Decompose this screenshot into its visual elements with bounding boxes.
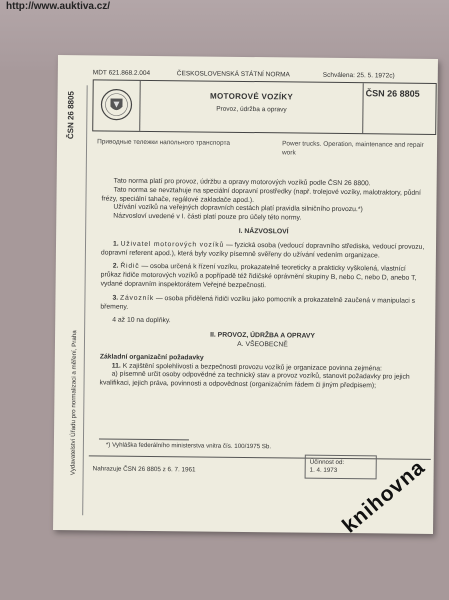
document-body xyxy=(100,177,427,391)
effective-label: Účinnost od: xyxy=(309,458,345,467)
title-center xyxy=(140,81,364,133)
item-number: 11. xyxy=(111,362,121,370)
side-standard-code: ČSN 26 8805 xyxy=(66,91,76,140)
state-emblem xyxy=(93,80,141,130)
english-title: Power trucks. Operation, maintenance and repair work xyxy=(281,140,424,157)
item-number: 3. xyxy=(112,294,119,302)
emblem-icon xyxy=(99,86,133,122)
clause-text: K zajištění spolehlivosti a bezpečnosti provozu vozíků je organizace povinna zejména: xyxy=(120,362,382,372)
definition-item xyxy=(101,263,426,293)
russian-title: Приводные тележки напольного транспорта xyxy=(97,138,231,147)
term: Uživatel motorových vozíků xyxy=(120,240,225,249)
standard-org: ČESKOSLOVENSKÁ STÁTNÍ NORMA xyxy=(176,70,290,79)
definition-text: — osoba přidělená řidiči vozíku jako pomocník a prokazatelně zaučená v manipulaci s břemeny. xyxy=(100,294,416,311)
definition-item xyxy=(101,240,426,261)
section-heading: II. PROVOZ, ÚDRŽBA A OPRAVY xyxy=(210,331,316,340)
foreign-titles xyxy=(97,137,432,175)
clause-item: a) písemně určit osoby odpovědné za technický stav a provoz vozíků, stanovit požadavky pro jejich kvalifikaci, jejich práva, povinnosti a odpovědnost (organizačním řádem či jiným předpisem); xyxy=(99,370,410,390)
side-margin xyxy=(59,85,86,515)
replaces-note: Nahrazuje ČSN 26 8805 z 6. 7. 1961 xyxy=(92,465,196,474)
standard-code: ČSN 26 8805 xyxy=(365,88,420,99)
margin-rule xyxy=(82,85,88,515)
section-heading: I. NÁZVOSLOVÍ xyxy=(238,227,289,236)
footer-block xyxy=(89,455,431,484)
paragraph: Tato norma se nevztahuje na speciální dopravní prostředky (např. trolejové vozíky, malotraktory, půdní frézy, speciální tahače, regálové zakladače apod.). xyxy=(101,186,421,204)
effective-box xyxy=(305,455,377,480)
mdt-code: MDT 621.868.2.004 xyxy=(92,69,151,77)
paragraph: Užívání vozíků na veřejných dopravních cestách platí pravidla silničního provozu.*) xyxy=(113,203,363,214)
title-block xyxy=(92,79,437,135)
footnote-rule xyxy=(99,438,189,440)
watermark-brand: knihovna xyxy=(338,455,430,538)
document-subtitle: Provoz, údržba a opravy xyxy=(216,105,287,114)
document-page xyxy=(53,55,438,534)
approval-date: Schválena: 25. 5. 1972c) xyxy=(322,71,395,80)
subsection-heading: A. VŠEOBECNĚ xyxy=(237,340,288,349)
item-number: 2. xyxy=(112,262,119,271)
paragraph: Tato norma platí pro provoz, údržbu a opravy motorových vozíků podle ČSN 26 8800. xyxy=(113,177,371,188)
term: Řidič xyxy=(120,263,140,271)
side-publisher: Vydavatelství Úřadu pro normalizaci a měření, Praha xyxy=(69,330,79,476)
watermark-url: http://www.auktiva.cz/ xyxy=(6,1,111,12)
paragraph: Názvosloví uvedené v I. části platí pouze pro účely této normy. xyxy=(113,212,302,222)
definition-text: — osoba určená k řízení vozíku, prokazatelně teoreticky a prakticky vyškolená, vlastnící průkaz řidiče motorových vozíků a popřípadě též řidičské oprávnění skupiny B, nebo C, nebo D, anebo T, vydané dopravním inspektorátem Veřejné bezpečnosti. xyxy=(100,263,417,290)
footnote: *) Vyhláška federálního ministerstva vnitra čís. 100/1975 Sb. xyxy=(105,441,272,451)
item-number: 1. xyxy=(112,240,119,248)
group-heading: Základní organizační požadavky xyxy=(99,353,204,362)
blank-items-note: 4 až 10 na doplňky. xyxy=(112,316,171,325)
document-title: MOTOROVÉ VOZÍKY xyxy=(210,91,294,102)
effective-date: 1. 4. 1973 xyxy=(309,466,338,474)
term: Závozník xyxy=(119,294,155,302)
definition-text: — fyzická osoba (vedoucí dopravního střediska, vedoucí provozu, dopravní referent apod.), která byly vozíky písemně svěřeny do užívání vedením organizace. xyxy=(100,241,425,259)
